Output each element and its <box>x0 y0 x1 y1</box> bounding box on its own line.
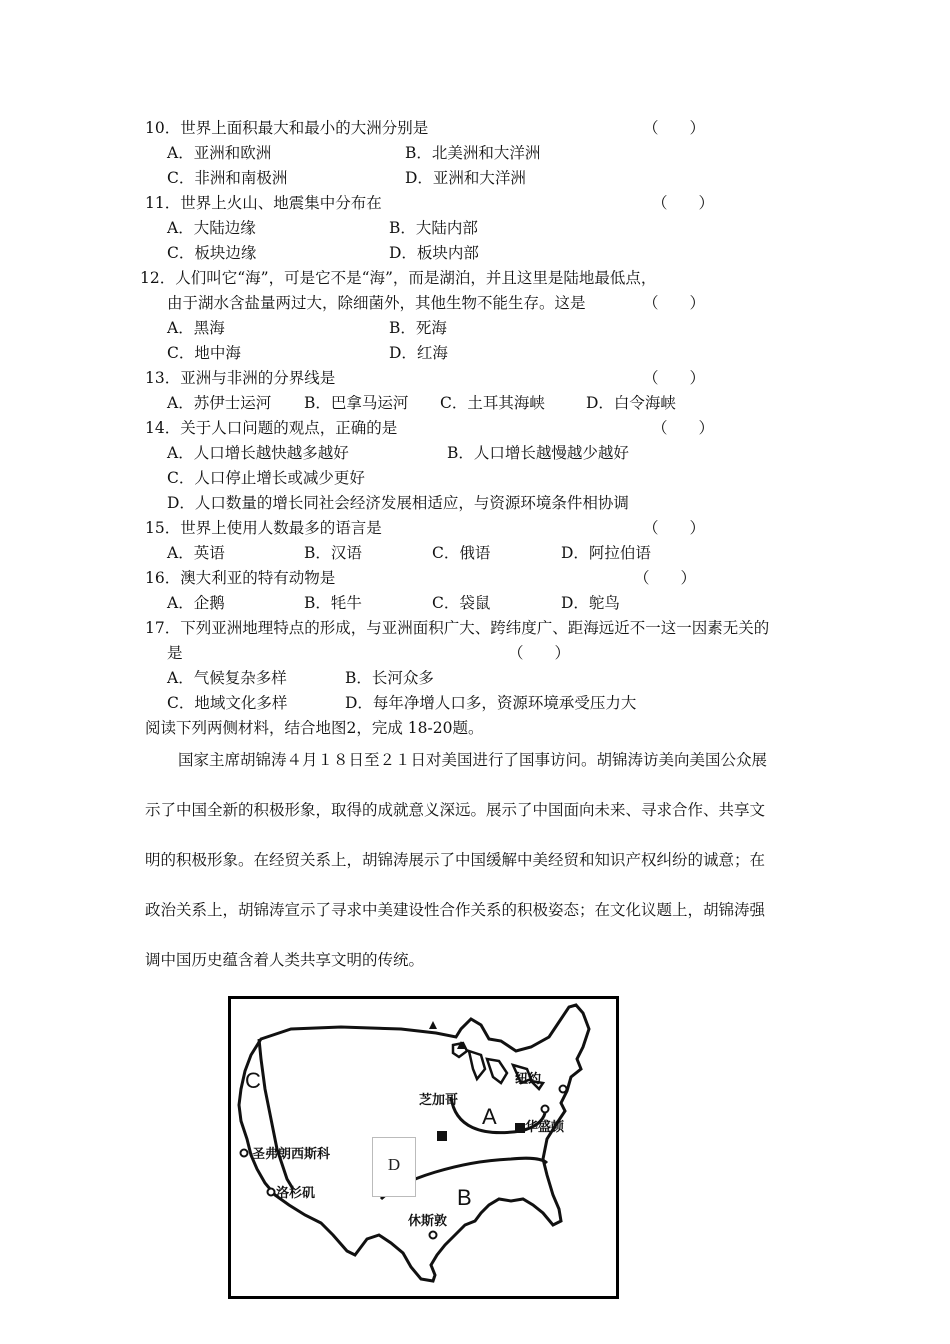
los-angeles-marker <box>268 1189 275 1196</box>
passage-line: 政治关系上，胡锦涛宣示了寻求中美建设性合作关系的积极姿态；在文化议题上，胡锦涛强 <box>145 901 766 919</box>
city-label-chicago: 芝加哥 <box>419 1093 459 1108</box>
city-label-houston: 休斯敦 <box>408 1214 448 1229</box>
option-b: B．北美洲和大洋洲 <box>405 144 541 162</box>
option-b: B．大陆内部 <box>389 219 478 237</box>
option-c: C．非洲和南极洲 <box>167 169 288 187</box>
question-12-stem-cont: 由于湖水含盐量两过大，除细菌外，其他生物不能生存。这是 <box>167 294 586 312</box>
city-marker <box>542 1106 549 1113</box>
option-d: D．人口数量的增长同社会经济发展相适应，与资源环境条件相协调 <box>167 494 629 512</box>
region-c-boundary <box>259 1039 293 1189</box>
mountain-icon <box>429 1021 437 1029</box>
city-label-new-york: 纽约 <box>515 1072 542 1087</box>
option-c: C．地中海 <box>167 344 241 362</box>
option-b: B．死海 <box>389 319 447 337</box>
option-c: C．袋鼠 <box>432 594 491 612</box>
answer-paren: （ ） <box>643 369 706 387</box>
san-francisco-marker <box>241 1150 248 1157</box>
option-c: C．俄语 <box>432 544 491 562</box>
answer-paren: （ ） <box>652 419 715 437</box>
option-c: C．板块边缘 <box>167 244 257 262</box>
option-d: D．红海 <box>389 344 448 362</box>
question-12-stem: 12．人们叫它“海”，可是它不是“海”，而是湖泊，并且这里是陆地最低点， <box>140 269 657 287</box>
option-a: A．英语 <box>167 544 225 562</box>
answer-paren: （ ） <box>643 119 706 137</box>
option-c: C．土耳其海峡 <box>440 394 545 412</box>
passage-line: 国家主席胡锦涛４月１８日至２１日对美国进行了国事访问。胡锦涛访美向美国公众展 <box>178 751 768 769</box>
option-c: C．地域文化多样 <box>167 694 288 712</box>
option-b: B．牦牛 <box>304 594 362 612</box>
chicago-marker <box>437 1131 447 1141</box>
answer-paren: （ ） <box>643 519 706 537</box>
option-d: D．阿拉伯语 <box>561 544 651 562</box>
option-b: B．巴拿马运河 <box>304 394 409 412</box>
answer-paren: （ ） <box>634 569 697 587</box>
houston-marker <box>430 1232 437 1239</box>
option-a: A．黑海 <box>167 319 225 337</box>
region-label-c: C <box>245 1068 261 1093</box>
option-c: C．人口停止增长或减少更好 <box>167 469 365 487</box>
question-17-stem: 17．下列亚洲地理特点的形成，与亚洲面积广大、跨纬度广、距海远近不一这一因素无关的 <box>145 619 770 637</box>
passage-line: 示了中国全新的积极形象，取得的成就意义深远。展示了中国面向未来、寻求合作、共享文 <box>145 801 766 819</box>
option-a: A．人口增长越快越多越好 <box>167 444 349 462</box>
option-a: A．气候复杂多样 <box>167 669 287 687</box>
option-d: D．白令海峡 <box>586 394 676 412</box>
washington-marker <box>515 1123 525 1133</box>
region-label-b: B <box>457 1185 472 1210</box>
answer-paren: （ ） <box>508 644 571 662</box>
reading-intro: 阅读下列两侧材料，结合地图2，完成 18-20题。 <box>145 719 484 737</box>
answer-paren: （ ） <box>643 294 706 312</box>
question-13-stem: 13．亚洲与非洲的分界线是 <box>145 369 336 387</box>
option-a: A．企鹅 <box>167 594 225 612</box>
option-b: B．人口增长越慢越少越好 <box>447 444 629 462</box>
city-label-los-angeles: 洛杉矶 <box>276 1186 316 1201</box>
passage-line: 明的积极形象。在经贸关系上，胡锦涛展示了中国缓解中美经贸和知识产权纠纷的诚意；在 <box>145 851 766 869</box>
option-a: A．苏伊士运河 <box>167 394 272 412</box>
option-b: B．长河众多 <box>345 669 434 687</box>
new-york-marker <box>560 1086 567 1093</box>
city-label-san-francisco: 圣弗朗西斯科 <box>252 1147 331 1162</box>
option-b: B．汉语 <box>304 544 362 562</box>
answer-paren: （ ） <box>652 194 715 212</box>
region-label-d: D <box>372 1137 416 1197</box>
city-label-washington: 华盛顿 <box>525 1120 565 1135</box>
question-16-stem: 16．澳大利亚的特有动物是 <box>145 569 336 587</box>
option-d: D．每年净增人口多，资源环境承受压力大 <box>345 694 637 712</box>
question-17-stem-cont: 是 <box>167 644 183 662</box>
question-10-stem: 10．世界上面积最大和最小的大洲分别是 <box>145 119 429 137</box>
question-14-stem: 14．关于人口问题的观点，正确的是 <box>145 419 398 437</box>
region-label-a: A <box>482 1104 497 1129</box>
option-a: A．亚洲和欧洲 <box>167 144 272 162</box>
option-d: D．鸵鸟 <box>561 594 620 612</box>
option-d: D．亚洲和大洋洲 <box>405 169 526 187</box>
question-15-stem: 15．世界上使用人数最多的语言是 <box>145 519 382 537</box>
option-a: A．大陆边缘 <box>167 219 256 237</box>
question-11-stem: 11．世界上火山、地震集中分布在 <box>145 194 382 212</box>
passage-line: 调中国历史蕴含着人类共享文明的传统。 <box>145 951 425 969</box>
option-d: D．板块内部 <box>389 244 479 262</box>
